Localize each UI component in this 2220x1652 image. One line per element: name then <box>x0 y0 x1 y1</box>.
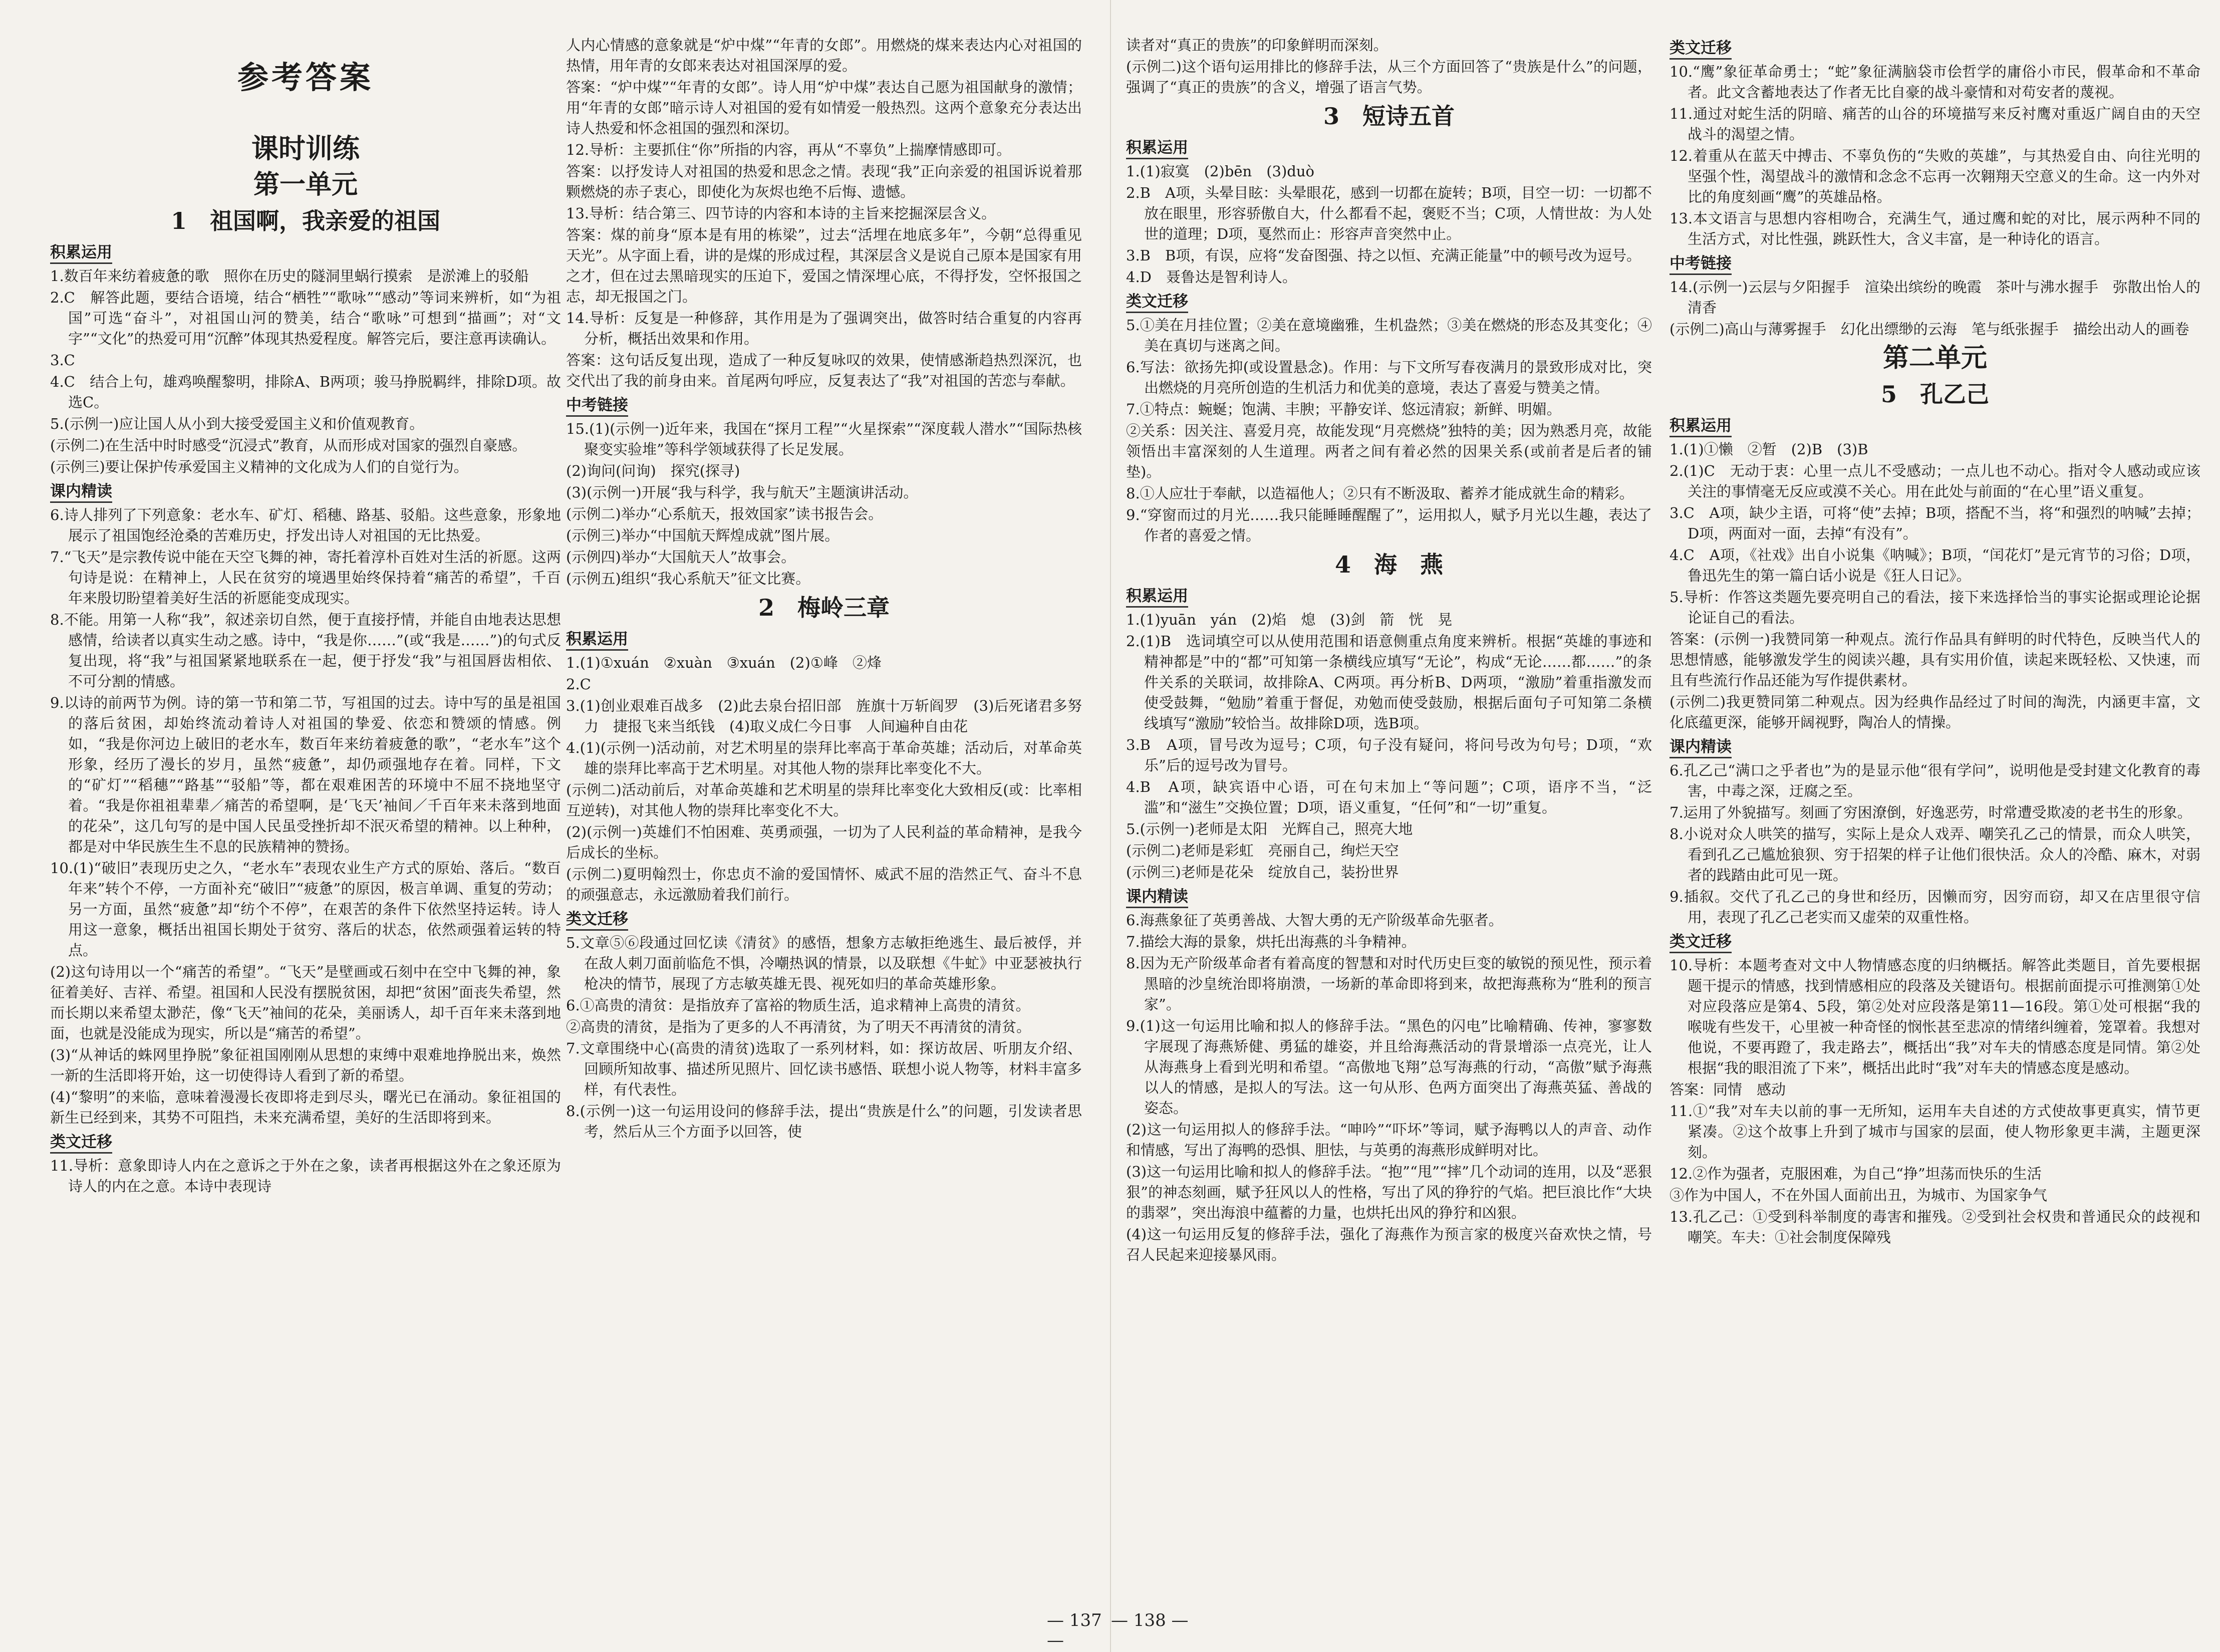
column-2 <box>566 35 1082 1575</box>
answer-item: 14.(示例一)云层与夕阳握手 渲染出缤纷的晚霞 茶叶与沸水握手 弥散出怡人的清香 <box>1670 279 2200 316</box>
answer-item: 4.C 结合上句，雄鸡唤醒黎明，排除A、B两项；骏马挣脱羁绊，排除D项。故选C。 <box>50 373 561 411</box>
answer-item: 8.因为无产阶级革命者有着高度的智慧和对时代历史巨变的敏锐的预见性，预示着黑暗的沙皇统治即将崩溃，一场新的革命即将到来，故把海燕称为“胜利的预言家”。 <box>1126 955 1652 1013</box>
answer-item: 15.(1)(示例一)近年来，我国在“探月工程”“火星探索”“深度载人潜水”“国际热核聚变实验堆”等科学领域获得了长足发展。 <box>566 420 1082 458</box>
answer-item: 8.①人应壮于奉献，以造福他人；②只有不断汲取、蓄养才能成就生命的精彩。 <box>1126 485 1634 502</box>
answer-paragraph: 人内心情感的意象就是“炉中煤”“年青的女郎”。用燃烧的煤来表达内心对祖国的热情，用年青的女郎来表达对祖国深厚的爱。 <box>566 37 1082 74</box>
answer-paragraph: (4)“黎明”的来临，意味着漫漫长夜即将走到尽头，曙光已在涌动。象征祖国的新生已经到来，其势不可阻挡，未来充满希望，美好的生活即将到来。 <box>50 1088 561 1126</box>
answer-item: 14.导析：反复是一种修辞，其作用是为了强调突出，做答时结合重复的内容再分析，概括出效果和作用。 <box>566 310 1082 347</box>
answer-paragraph: (示例四)举办“大国航天人”故事会。 <box>566 548 796 566</box>
answer-item: 4.(1)(示例一)活动前，对艺术明星的崇拜比率高于革命英雄；活动后，对革命英雄的崇拜比率高于艺术明星。对其他人物的崇拜比率变化不大。 <box>566 739 1082 777</box>
answer-paragraph: ②关系：因关注、喜爱月亮，故能发现“月亮燃烧”独特的美；因为熟悉月亮，故能领悟出丰富深刻的人生道理。两者之间有着必然的因果关系(或前者是后者的铺垫)。 <box>1126 422 1652 480</box>
answer-paragraph: (3)这一句运用比喻和拟人的修辞手法。“抱”“甩”“摔”几个动词的连用，以及“恶狠狠”的神态刻画，赋予狂风以人的性格，写出了风的狰狞的气焰。把巨浪比作“大块的翡翠”，突出海浪中蕴蓄的力量，也烘托出风的狰狞和凶狠。 <box>1126 1163 1652 1221</box>
answer-paragraph: (示例三)要让保护传承爱国主义精神的文化成为人们的自觉行为。 <box>50 458 468 475</box>
section-label: 积累运用 <box>50 242 112 264</box>
answer-item: 9.“穿窗而过的月光……我只能睡睡醒醒了”，运用拟人，赋予月光以生趣，表达了作者的喜爱之情。 <box>1126 506 1652 544</box>
answer-paragraph: (3)“从神话的蛛网里挣脱”象征祖国刚刚从思想的束缚中艰难地挣脱出来，焕然一新的生活即将开始，这一切使得诗人看到了新的希望。 <box>50 1046 561 1084</box>
answer-paragraph: 答案：(示例一)我赞同第一种观点。流行作品具有鲜明的时代特色，反映当代人的思想情感，能够激发学生的阅读兴趣，具有实用价值，读起来既轻松、又快速，而且有些流行作品还能为写作提供素材。 <box>1670 631 2200 689</box>
section-label-row <box>50 1129 561 1156</box>
answer-item: 7.“飞天”是宗教传说中能在天空飞舞的神，寄托着淳朴百姓对生活的祈愿。这两句诗是说：在精神上，人民在贫穷的境遇里始终保持着“痛苦的希望”，千百年来殷切盼望着美好生活的祈愿能变成现实。 <box>50 548 561 607</box>
answer-item: 4.D 聂鲁达是智利诗人。 <box>1126 268 1297 286</box>
column-4 <box>1670 35 2200 1575</box>
answer-item: 13.导析：结合第三、四节诗的内容和本诗的主旨来挖掘深层含义。 <box>566 205 996 222</box>
answer-item: 13.本文语言与思想内容相吻合，充满生气，通过鹰和蛇的对比，展示两种不同的生活方式，对比性强，跳跃性大，含义丰富，是一种诗化的语言。 <box>1670 210 2200 247</box>
chapter-title: 2 梅岭三章 <box>758 594 890 621</box>
section-label: 积累运用 <box>566 629 628 651</box>
section-label: 类文迁移 <box>566 909 628 931</box>
answer-item: 6.孔乙己“满口之乎者也”为的是显示他“很有学问”，说明他是受封建文化教育的毒害，中毒之深，迂腐之至。 <box>1670 762 2200 799</box>
answer-item: 5.(示例一)老师是太阳 光辉自己，照亮大地 <box>1126 820 1413 838</box>
answer-item: 1.(1)寂寞 (2)bēn (3)duò <box>1126 163 1315 180</box>
answer-item: 2.C <box>566 676 591 693</box>
answer-item: 6.①高贵的清贫：是指放弃了富裕的物质生活，追求精神上高贵的清贫。 <box>566 997 1030 1014</box>
answer-item: 5.文章⑤⑥段通过回忆读《清贫》的感悟，想象方志敏拒绝逃生、最后被俘，并在敌人刺刀面前临危不惧，冷嘲热讽的情景，以及联想《牛虻》中亚瑟被执行枪决的情节，展现了方志敏英雄无畏、视死如归的革命英雄形象。 <box>566 934 1082 992</box>
answer-item: 5.导析：作答这类题先要亮明自己的看法，接下来选择恰当的事实论据或理论论据论证自己的看法。 <box>1670 589 2200 626</box>
answer-item: 8.不能。用第一人称“我”，叙述亲切自然，便于直接抒情，并能自由地表达思想感情，给读者以真实生动之感。诗中，“我是你……”(或“我是……”)的句式反复出现，将“我”与祖国紧紧地联系在一起，便于抒发“我”与祖国唇齿相依、不可分割的情感。 <box>50 611 561 690</box>
answer-item: 12.着重从在蓝天中搏击、不辜负伤的“失败的英雄”，与其热爱自由、向往光明的坚强个性，渴望战斗的激情和念念不忘再一次翱翔天空意义的生命。这一内外对比的角度刻画“鹰”的英雄品格。 <box>1670 147 2200 205</box>
section-label-row <box>566 626 1082 653</box>
answer-item: 1.数百年来纺着疲惫的歌 照你在历史的隧洞里蜗行摸索 是淤滩上的驳船 <box>50 267 529 285</box>
answer-paragraph: (示例二)老师是彩虹 亮丽自己，绚烂天空 <box>1126 842 1399 859</box>
answer-paragraph: (2)这一句运用拟人的修辞手法。“呻吟”“吓坏”等词，赋予海鸭以人的声音、动作和情感，写出了海鸭的恐惧、胆怯，与英勇的海燕形成鲜明对比。 <box>1126 1121 1652 1159</box>
answer-item: 7.①特点：蜿蜒；饱满、丰腴；平静安详、悠远清寂；新鲜、明媚。 <box>1126 401 1561 418</box>
answer-item: 9.(1)这一句运用比喻和拟人的修辞手法。“黑色的闪电”比喻精确、传神，寥寥数字展现了海燕矫健、勇猛的雄姿，并且给海燕活动的背景增添一点亮光，让人从海燕身上看到光明和希望。“高傲地飞翔”总写海燕的行动，“高傲”赋予海燕以人的情感，是拟人的写法。这一句从形、色两方面突出了海燕英猛、善战的姿态。 <box>1126 1017 1652 1117</box>
answer-item: 2.C 解答此题，要结合语境，结合“栖牲”“歌咏”“感动”等词来辨析，如“为祖国”可选“奋斗”，对祖国山河的赞美，结合“歌咏”可想到“描画”；对“文字”“文化”的热爱可用“沉醉”体现其热爱程度。解答完后，要注意再读确认。 <box>50 289 561 347</box>
answer-paragraph: (示例二)高山与薄雾握手 幻化出缥缈的云海 笔与纸张握手 描绘出动人的画卷 <box>1670 321 2189 338</box>
column-3 <box>1126 35 1652 1575</box>
chapter-title: 1 祖国啊，我亲爱的祖国 <box>170 207 440 234</box>
section-label-row <box>1126 583 1652 610</box>
answer-paragraph: (示例五)组织“我心系航天”征文比赛。 <box>566 570 810 587</box>
answer-item: 5.①美在月挂位置；②美在意境幽雅，生机盎然；③美在燃烧的形态及其变化；④美在真切与迷离之间。 <box>1126 317 1652 354</box>
answer-item: 9.以诗的前两节为例。诗的第一节和第二节，写祖国的过去。诗中写的虽是祖国的落后贫困，却始终流动着诗人对祖国的挚爱、依恋和赞颂的情感。例如，“我是你河边上破旧的老水车，数百年来纺着疲惫的歌”，“老水车”这个形象，经历了漫长的岁月，虽然“疲惫”，却仍顽强地存在着。同样，下文的“矿灯”“稻穗”“路基”“驳船”等，都在艰难困苦的环境中不屈不挠地坚守着。“我是你祖祖辈辈／痛苦的希望啊，是‘飞天’袖间／千百年来未落到地面的花朵”，这几句写的是中国人民虽受挫折却不泯灭希望的精神。以上种种，都是对中华民族生生不息的民族精神的赞扬。 <box>50 694 561 855</box>
answer-paragraph: (示例三)老师是花朵 绽放自己，装扮世界 <box>1126 864 1399 881</box>
answer-item: 7.文章围绕中心(高贵的清贫)选取了一系列材料，如：探访故居、听朋友介绍、回顾所知故事、描述所见照片、回忆读书感悟、联想小说人物等，材料丰富多样，有代表性。 <box>566 1040 1082 1098</box>
section-label: 课内精读 <box>1670 737 1732 758</box>
answer-item: 12.导析：主要抓住“你”所指的内容，再从“不辜负”上揣摩情感即可。 <box>566 141 1011 158</box>
section-label-row <box>1670 35 2200 62</box>
answer-paragraph: 答案：同情 感动 <box>1670 1081 1786 1098</box>
column-1 <box>50 35 561 1575</box>
section-label: 课内精读 <box>1126 887 1188 908</box>
answer-paragraph: (示例二)举办“心系航天，报效国家”读书报告会。 <box>566 505 883 522</box>
section-label-row <box>566 906 1082 933</box>
section-label-row <box>1670 250 2200 277</box>
answer-item: 2.B A项，头晕目眩：头晕眼花，感到一切都在旋转；B项，目空一切：一切都不放在眼里，形容骄傲自大，什么都看不起，褒贬不当；C项，人情世故：为人处世的道理；D项，戛然而止：形容声音突然中止。 <box>1126 184 1652 242</box>
answer-item: 11.①“我”对车夫以前的事一无所知，运用车夫自述的方式使故事更真实，情节更紧凑。②这个故事上升到了城市与国家的层面，使人物形象更丰满，主题更深刻。 <box>1670 1103 2200 1161</box>
answer-paragraph: (示例三)举办“中国航天辉煌成就”图片展。 <box>566 527 840 544</box>
chapter-title: 5 孔乙己 <box>1880 381 1989 408</box>
section-label-row <box>1126 884 1652 910</box>
answer-item: 2.(1)C 无动于衷：心里一点儿不受感动；一点儿也不动心。指对令人感动或应该关注的事情毫无反应或漠不关心。用在此处与前面的“在心里”语义重复。 <box>1670 462 2200 500</box>
answer-item: 3.C <box>50 352 75 369</box>
answer-item: 3.(1)创业艰难百战多 (2)此去泉台招旧部 旌旗十万斩阎罗 (3)后死诸君多努力 捷报飞来当纸钱 (4)取义成仁今日事 人间遍种自由花 <box>566 697 1082 735</box>
answer-item: 1.(1)①xuán ②xuàn ③xuán (2)①峰 ②烽 <box>566 654 882 671</box>
answer-paragraph: (3)(示例一)开展“我与科学，我与航天”主题演讲活动。 <box>566 484 918 501</box>
answer-item: 11.通过对蛇生活的阴暗、痛苦的山谷的环境描写来反衬鹰对重返广阔自由的天空战斗的渴望之情。 <box>1670 105 2200 143</box>
answer-paragraph: (2)这句诗用以一个“痛苦的希望”。“飞天”是壁画或石刻中在空中飞舞的神，象征着美好、吉祥、希望。祖国和人民没有摆脱贫困，却把“贫困”面丧失希望，然而长期以来希望太渺茫，像“飞天”袖间的花朵，美丽诱人，却千百年来未落到地面，也就是没能成为现实，所以是“痛苦的希望”。 <box>50 963 561 1042</box>
section-label: 中考链接 <box>566 395 628 417</box>
section-label: 积累运用 <box>1126 586 1188 608</box>
right-page <box>1110 0 2220 1652</box>
answer-paragraph: 答案：这句话反复出现，造成了一种反复咏叹的效果，使情感渐趋热烈深沉，也交代出了我的前身由来。首尾两句呼应，反复表达了“我”对祖国的苦恋与奉献。 <box>566 352 1082 389</box>
answer-item: 3.C A项，缺少主语，可将“使”去掉；B项，搭配不当，将“和强烈的呐喊”去掉；D项，两面对一面，去掉“有没有”。 <box>1670 504 2200 542</box>
section-label: 类文迁移 <box>1670 932 1732 953</box>
section-label: 课内精读 <box>50 481 112 503</box>
section-label: 中考链接 <box>1670 253 1732 275</box>
answer-item: 10.“鹰”象征革命勇士；“蛇”象征满脑袋市侩哲学的庸俗小市民，假革命和不革命者。此文含蓄地表达了作者无比自豪的战斗豪情和对苟安者的蔑视。 <box>1670 63 2200 101</box>
answer-paragraph: 答案：煤的前身“原本是有用的栋梁”，过去“活埋在地底多年”，今朝“总得重见天光”。从字面上看，讲的是煤的形成过程，其深层含义是说自己原本是国家有用之才，但在过去黑暗现实的压迫下，爱国之情深埋心底，不得抒发，空怀报国之志，却无报国之门。 <box>566 226 1082 305</box>
answer-item: 9.插叙。交代了孔乙己的身世和经历，因懒而穷，因穷而窃，却又在店里很守信用，表现了孔乙己老实而又虚荣的双重性格。 <box>1670 888 2200 926</box>
unit-title: 第一单元 <box>253 169 358 200</box>
answer-item: 2.(1)B 选词填空可以从使用范围和语意侧重点角度来辨析。根据“英雄的事迹和精神都是”中的“都”可知第一条横线应填写“无论”，构成“无论……都……”的条件关系的关联词，故排除A、C两项。再分析B、D两项，“激励”着重指激发而使受鼓舞，“勉励”着重于督促，劝勉而使受鼓励，根据后面句子可知第二条横线填写“激励”较恰当。故排除D项，选B项。 <box>1126 633 1652 732</box>
answer-item: 6.诗人排列了下列意象：老水车、矿灯、稻穗、路基、驳船。这些意象，形象地展示了祖国饱经沧桑的苦难历史，抒发出诗人对祖国的无比热爱。 <box>50 506 561 544</box>
main-title: 参考答案 <box>237 59 374 96</box>
answer-item: 7.描绘大海的景象，烘托出海燕的斗争精神。 <box>1126 933 1416 950</box>
section-title: 课时训练 <box>251 132 360 164</box>
answer-item: 4.C A项，《社戏》出自小说集《呐喊》；B项，“闰花灯”是元宵节的习俗；D项，鲁迅先生的第一篇白话小说是《狂人日记》。 <box>1670 546 2200 584</box>
answer-item: 6.海燕象征了英勇善战、大智大勇的无产阶级革命先驱者。 <box>1126 912 1503 929</box>
section-label: 类文迁移 <box>1126 292 1188 313</box>
answer-paragraph: (示例二)这个语句运用排比的修辞手法，从三个方面回答了“贵族是什么”的问题，强调了“真正的贵族”的含义，增强了语言气势。 <box>1126 58 1652 96</box>
answer-item: 11.导析：意象即诗人内在之意诉之于外在之象，读者再根据这外在之象还原为诗人的内在之意。本诗中表现诗 <box>50 1157 561 1195</box>
answer-paragraph: ②高贵的清贫，是指为了更多的人不再清贫，为了明天不再清贫的清贫。 <box>566 1018 1031 1035</box>
answer-paragraph: (2)(示例一)英雄们不怕困难、英勇顽强，一切为了人民利益的革命精神，是我今后成长的坐标。 <box>566 823 1082 861</box>
section-label: 类文迁移 <box>1670 38 1732 60</box>
section-label-row <box>50 478 561 505</box>
answer-item: 12.②作为强者，克服困难，为自己“挣”坦荡而快乐的生活 <box>1670 1165 2042 1182</box>
answer-paragraph: (示例二)我更赞同第二种观点。因为经典作品经过了时间的淘洗，内涵更丰富，文化底蕴更深，能够开阔视野，陶冶人的情操。 <box>1670 693 2200 731</box>
answer-item: 3.B A项，冒号改为逗号；C项，句子没有疑问，将问号改为句号；D项，“欢乐”后的逗号改为冒号。 <box>1126 736 1652 774</box>
section-label: 类文迁移 <box>50 1132 112 1154</box>
section-label-row <box>50 239 561 266</box>
answer-item: 10.导析：本题考查对文中人物情感态度的归纳概括。解答此类题目，首先要根据题干提示的情感，找到情感相应的段落及关键语句。根据前面提示可推测第①处对应段落应是第4、5段，第②处对应段落是第11—16段。第①处可根据“我的喉咙有些发干，心里被一种奇怪的悯怅甚至悲凉的情绪纠缠着，笼罩着。我想对他说，不要再蹬了，我走路去”，概括出“我”对车夫的情感态度是同情。第②处根据“我的眼泪流了下来”，概括出此时“我”对车夫的情感态度是感动。 <box>1670 957 2200 1076</box>
answer-paragraph: 答案：以抒发诗人对祖国的热爱和思念之情。表现“我”正向亲爱的祖国诉说着那颗燃烧的赤子衷心，即使化为灰烬也绝不后悔、遗憾。 <box>566 163 1082 200</box>
section-label: 积累运用 <box>1126 138 1188 159</box>
section-label: 积累运用 <box>1670 416 1732 437</box>
answer-item: 6.写法：欲扬先抑(或设置悬念)。作用：与下文所写春夜满月的景致形成对比，突出燃烧的月亮所创造的生机活力和优美的意境，表达了喜爱与赞美之情。 <box>1126 359 1652 396</box>
section-label-row <box>1126 289 1652 315</box>
answer-paragraph: ③作为中国人，不在外国人面前出丑，为城市、为国家争气 <box>1670 1187 2048 1204</box>
section-label-row <box>1670 413 2200 439</box>
answer-item: 7.运用了外貌描写。刻画了穷困潦倒，好逸恶劳，时常遭受欺凌的老书生的形象。 <box>1670 804 2192 821</box>
answer-item: 3.B B项，有误，应将“发奋图强、持之以恒、充满正能量”中的顿号改为逗号。 <box>1126 247 1641 264</box>
answer-item: 4.B A项，缺宾语中心语，可在句末加上“等问题”；C项，语序不当，“泛滥”和“滋生”交换位置；D项，语义重复，“任何”和“一切”重复。 <box>1126 778 1652 816</box>
answer-paragraph: (4)这一句运用反复的修辞手法，强化了海燕作为预言家的极度兴奋欢快之情，号召人民起来迎接暴风雨。 <box>1126 1226 1652 1263</box>
chapter-title: 3 短诗五首 <box>1323 103 1455 130</box>
page-number-right: — 138 — <box>1111 1610 1189 1630</box>
answer-item: 13.孔乙己：①受到科举制度的毒害和摧残。②受到社会权贵和普通民众的歧视和嘲笑。车夫：①社会制度保障残 <box>1670 1208 2200 1246</box>
answer-paragraph: (示例二)夏明翰烈士，你忠贞不渝的爱国情怀、威武不屈的浩然正气、奋斗不息的顽强意志，永远激励着我们前行。 <box>566 866 1082 903</box>
unit-title: 第二单元 <box>1882 343 1987 373</box>
section-label-row <box>1670 734 2200 760</box>
answer-item: 1.(1)①懒 ②暂 (2)B (3)B <box>1670 441 1868 458</box>
answer-paragraph: (示例二)活动前后，对革命英雄和艺术明星的崇拜比率变化大致相反(或：比率相互逆转)，对其他人物的崇拜比率变化不大。 <box>566 781 1082 819</box>
section-label-row <box>1126 135 1652 161</box>
section-label-row <box>566 392 1082 419</box>
answer-item: 5.(示例一)应让国人从小到大接受爱国主义和价值观教育。 <box>50 415 424 432</box>
chapter-title: 4 海 燕 <box>1334 551 1443 578</box>
answer-paragraph: (示例二)在生活中时时感受“沉浸式”教育，从而形成对国家的强烈自豪感。 <box>50 437 527 454</box>
answer-item: 10.(1)“破旧”表现历史之久，“老水车”表现农业生产方式的原始、落后。“数百年来”转个不停，一方面补充“破旧”“疲惫”的原因，极言单调、重复的劳动；另一方面，虽然“疲惫”却“纺个不停”，在艰苦的条件下依然坚持运转。诗人用这一意象，概括出祖国长期处于贫穷、落后的状态，依然顽强着运转的特点。 <box>50 860 561 959</box>
answer-paragraph: 读者对“真正的贵族”的印象鲜明而深刻。 <box>1126 37 1388 54</box>
answer-paragraph: 答案：“炉中煤”“年青的女郎”。诗人用“炉中煤”表达自己愿为祖国献身的激情；用“年青的女郎”暗示诗人对祖国的爱有如情爱一般热烈。这两个意象充分表达出诗人热爱和怀念祖国的强烈和深切。 <box>566 79 1082 137</box>
answer-item: 8.(示例一)这一句运用设问的修辞手法，提出“贵族是什么”的问题，引发读者思考，然后从三个方面予以回答，使 <box>566 1103 1082 1140</box>
answer-paragraph: (2)询问(问询) 探究(探寻) <box>566 462 740 479</box>
section-label-row <box>1670 929 2200 955</box>
answer-item: 8.小说对众人哄笑的描写，实际上是众人戏弄、嘲笑孔乙己的情景，而众人哄笑，看到孔乙己尴尬狼狈、穷于招架的样子让他们很快活。众人的冷酷、麻木，对弱者的践踏由此可见一斑。 <box>1670 825 2200 884</box>
page-number-left: — 137 — <box>1047 1610 1102 1650</box>
answer-item: 1.(1)yuān yán (2)焰 熄 (3)剑 箭 恍 晃 <box>1126 611 1453 628</box>
